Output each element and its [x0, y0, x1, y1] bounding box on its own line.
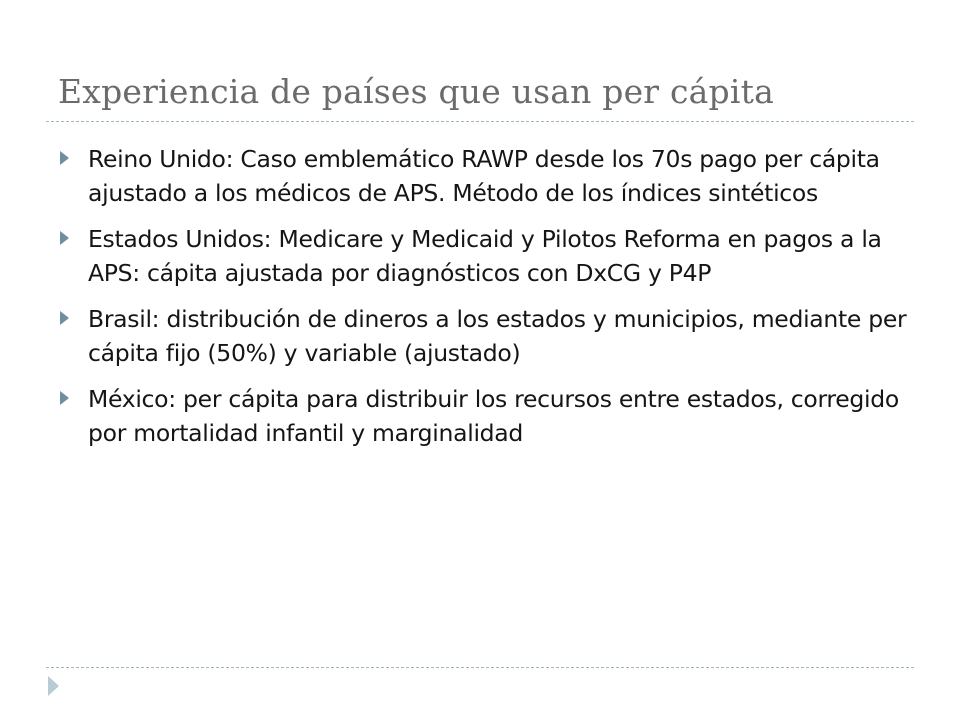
bullet-item-mexico — [60, 382, 910, 450]
bullet-item-brasil — [60, 302, 910, 370]
corner-triangle-icon — [48, 676, 59, 696]
bullet-list — [60, 142, 910, 462]
bullet-item-estados-unidos — [60, 222, 910, 290]
title-divider — [46, 121, 914, 122]
triangle-right-icon — [60, 391, 69, 405]
bullet-text: Reino Unido: Caso emblemático RAWP desde los 70s pago per cápita ajustado a los médicos de APS. Método de los índices sintéticos — [88, 145, 880, 207]
footer-divider — [46, 667, 914, 668]
bullet-text: Brasil: distribución de dineros a los estados y municipios, mediante per cápita fijo (50%) y variable (ajustado) — [88, 305, 907, 367]
triangle-right-icon — [60, 311, 69, 325]
triangle-right-icon — [60, 151, 69, 165]
slide-title: Experiencia de países que usan per cápita — [58, 72, 774, 111]
triangle-right-icon — [60, 231, 69, 245]
bullet-item-reino-unido — [60, 142, 910, 210]
bullet-text: Estados Unidos: Medicare y Medicaid y Pilotos Reforma en pagos a la APS: cápita ajustada por diagnósticos con DxCG y P4P — [88, 225, 882, 287]
bullet-text: México: per cápita para distribuir los recursos entre estados, corregido por mortalidad infantil y marginalidad — [88, 385, 899, 447]
